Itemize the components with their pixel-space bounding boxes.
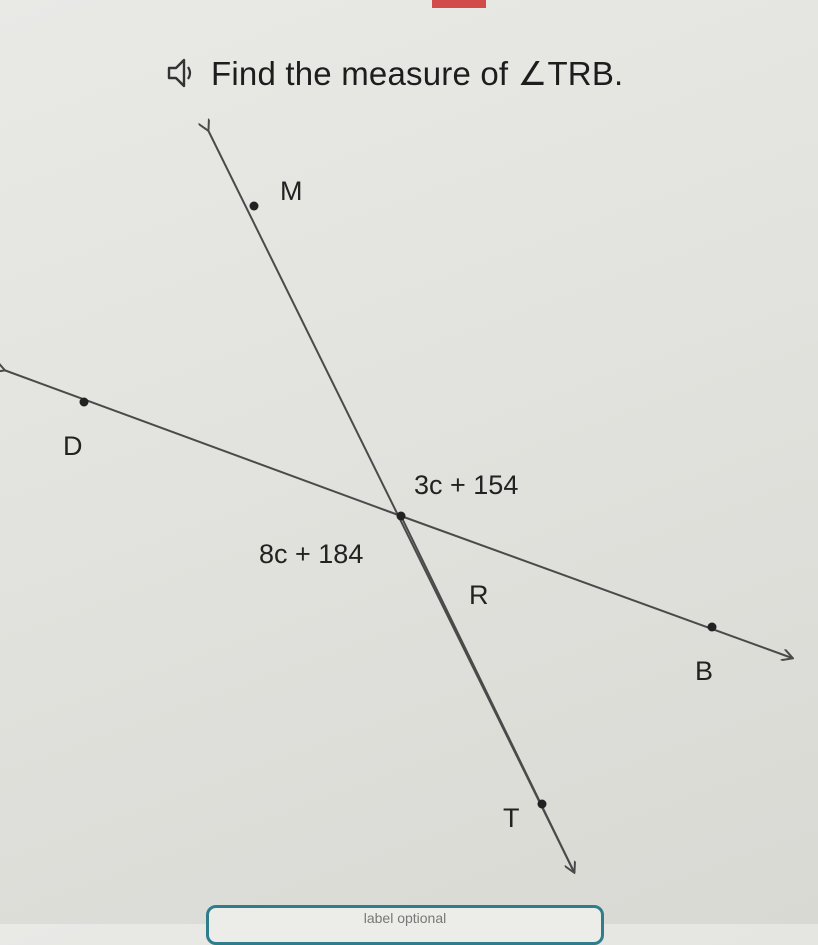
point-b-label: B — [695, 656, 714, 686]
point-t-label: T — [503, 803, 520, 833]
question-text: Find the measure of ∠TRB. — [211, 54, 624, 92]
point-d-dot — [80, 398, 89, 407]
point-r-dot — [397, 512, 406, 521]
angle-expression-drt: 8c + 184 — [259, 539, 364, 569]
answer-input-field[interactable] — [206, 905, 604, 945]
point-r-label: R — [469, 580, 489, 610]
point-m-dot — [250, 202, 259, 211]
point-m-label: M — [280, 176, 303, 206]
angle-expression-mrb: 3c + 154 — [414, 470, 519, 500]
point-t-dot — [538, 800, 547, 809]
point-d-label: D — [63, 431, 83, 461]
answer-input-placeholder: label optional — [363, 910, 447, 926]
line-mt — [208, 130, 574, 872]
point-b-dot — [708, 623, 717, 632]
